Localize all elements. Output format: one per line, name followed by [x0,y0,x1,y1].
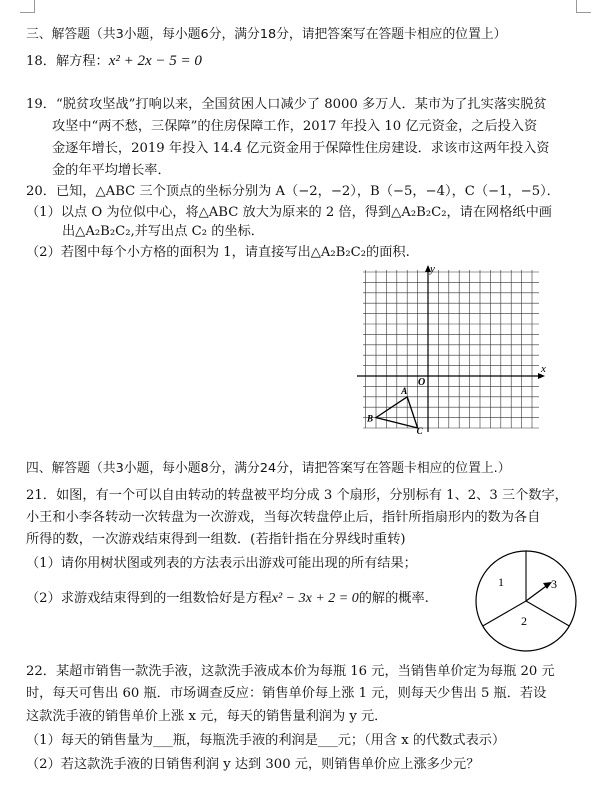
question-20-line: （1）以点 O 为位似中心，将△ABC 放大为原来的 2 倍，得到△A₂B₂C₂，请在网格纸中画 [26,205,552,220]
question-21-line: 21．如图，有一个可以自由转动的转盘被平均分成 3 个扇形，分别标有 1、2、3 三个数字， [26,488,568,503]
question-20-line: （2）若图中每个小方格的面积为 1，请直接写出△A₂B₂C₂的面积. [26,245,410,260]
grid-lines [363,270,539,428]
spinner-sector-label: 1 [498,575,504,589]
question-20-line: 20．已知，△ABC 三个顶点的坐标分别为 A（−2，−2），B（−5，−4），C（−1，−5）． [26,184,560,199]
question-19-line: 金的年平均增长率． [52,163,171,178]
spinner-sector-label: 3 [551,577,557,591]
question-21-equation: x² − 3x + 2 = 0 [271,591,359,606]
question-22-line: （1）每天的销售量为___瓶，每瓶洗手液的利润是___元；（用含 x 的代数式表示） [26,733,506,748]
question-20-line: 出△A₂B₂C₂,并写出点 C₂ 的坐标． [62,224,264,239]
question-19-line: 攻坚中“两不愁，三保障”的住房保障工作，2017 年投入 10 亿元资金，之后投入资 [52,119,538,134]
question-21-line: 小王和小李各转动一次转盘为一次游戏，当每次转盘停止后，指针所指扇形内的数为各自 [26,510,541,525]
question-22-line: 这款洗手液的销售单价上涨 x 元，每天的销售量利润为 y 元． [26,709,388,724]
question-21-line: （1）请你用树状图或列表的方法表示出游戏可能出现的所有结果； [26,556,417,571]
origin-label: O [418,377,426,388]
question-19-line: 金逐年增长，2019 年投入 14.4 亿元资金用于保障性住房建设．求该市这两年投入资 [52,141,550,156]
point-c-label: C [416,426,423,436]
point-b-label: B [367,413,374,424]
x-axis-label: x [541,363,546,375]
page-corner-mark-right [576,0,591,13]
point-a-label: A [401,385,408,396]
x-axis [357,373,545,379]
question-21-part-2 [26,591,429,607]
question-21-line: 所得的数，一次游戏结束得到一组数．(若指针指在分界线时重转) [26,532,406,547]
spinner-divider [526,601,569,626]
spinner-figure [473,548,579,654]
question-18-label: 18．解方程： [26,54,109,69]
question-21-part-2-text: （2）求游戏结束得到的一组数恰好是方程 [26,591,272,606]
question-22-line: 时，每天可售出 60 瓶．市场调查反应：销售单价每上涨 1 元，则每天少售出 5 瓶．若设 [26,686,547,701]
question-19-line: 19．“脱贫攻坚战”打响以来，全国贫困人口减少了 8000 多万人．某市为了扎实落实脱贫 [26,97,547,112]
spinner-sector-label: 2 [521,614,527,628]
question-18 [26,53,202,70]
y-axis-label: y [430,263,435,275]
spinner-divider [483,601,526,626]
page-corner-mark-left [20,0,35,13]
question-22-line: （2）若这款洗手液的日销售利润 y 达到 300 元，则销售单价应上涨多少元？ [26,757,480,772]
question-18-equation: x² + 2x − 5 = 0 [108,53,202,69]
section-3-heading: 三、解答题（共3小题，每小题6分，满分18分，请把答案写在答题卡相应的位置上） [26,27,507,42]
coordinate-grid-figure [355,262,555,438]
question-21-part-2-end: 的解的概率. [358,591,429,606]
section-4-heading: 四、解答题（共3小题，每小题8分，满分24分，请把答案写在答题卡相应的位置上.） [26,461,511,476]
question-22-line: 22．某超市销售一款洗手液，这款洗手液成本价为每瓶 16 元，当销售单价定为每瓶 20 元 [26,664,555,679]
